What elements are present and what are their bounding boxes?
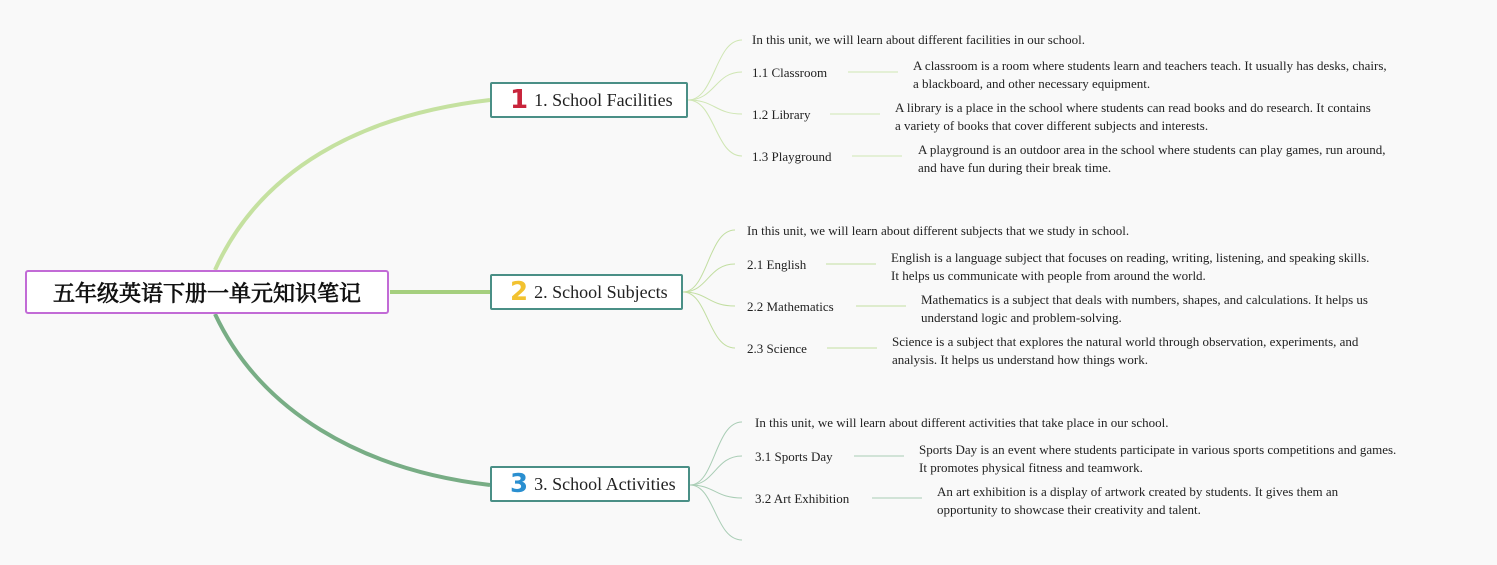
branch-school-activities[interactable] [490,466,690,502]
branch-title: 3. School Activities [534,473,676,494]
number-one-badge-icon: 1 [510,85,529,115]
subtopic-classroom-desc: A classroom is a room where students learn and teachers teach. It usually has desks, chairs, a blackboard, and other necessary equipment. [913,58,1387,91]
subtopic-english-desc: English is a language subject that focuses on reading, writing, listening, and speaking skills. It helps us communicate with people from around the world. [891,250,1370,283]
subtopic-library[interactable]: 1.2 Library [752,107,811,122]
subtopic-playground[interactable]: 1.3 Playground [752,149,832,164]
subtopic-mathematics[interactable]: 2.2 Mathematics [747,299,834,314]
subtopic-english[interactable]: 2.1 English [747,257,807,272]
number-two-badge-icon: 2 [510,277,529,307]
root-topic[interactable] [25,270,389,314]
number-three-badge-icon: 3 [510,469,529,499]
branch-intro: In this unit, we will learn about different activities that take place in our school. [755,415,1169,430]
subtopic-sports-day-desc: Sports Day is an event where students participate in various sports competitions and games. It promotes physical fitness and teamwork. [919,442,1397,475]
subtopic-sports-day[interactable]: 3.1 Sports Day [755,449,833,464]
branch-school-facilities[interactable] [490,82,688,118]
branch-title: 2. School Subjects [534,281,668,302]
subtopic-playground-desc: A playground is an outdoor area in the school where students can play games, run around, and have fun during their break time. [918,142,1386,175]
branch-intro: In this unit, we will learn about different facilities in our school. [752,32,1085,47]
root-title: 五年级英语下册一单元知识笔记 [52,281,361,307]
branch-school-subjects[interactable] [490,274,683,310]
subtopic-science[interactable]: 2.3 Science [747,341,807,356]
subtopic-art-exhibition-desc: An art exhibition is a display of artwork created by students. It gives them an opportunity to showcase their creativity and talent. [937,484,1339,517]
subtopic-art-exhibition[interactable]: 3.2 Art Exhibition [755,491,850,506]
subtopic-classroom[interactable]: 1.1 Classroom [752,65,828,80]
subtopic-science-desc: Science is a subject that explores the natural world through observation, experiments, and analysis. It helps us understand how things work. [892,334,1359,367]
subtopic-mathematics-desc: Mathematics is a subject that deals with numbers, shapes, and calculations. It helps us understand logic and problem-solving. [921,292,1368,325]
subtopic-library-desc: A library is a place in the school where students can read books and do research. It contains a variety of books that cover different subjects and interests. [895,100,1371,133]
branch-intro: In this unit, we will learn about different subjects that we study in school. [747,223,1130,238]
branch-title: 1. School Facilities [534,89,673,110]
